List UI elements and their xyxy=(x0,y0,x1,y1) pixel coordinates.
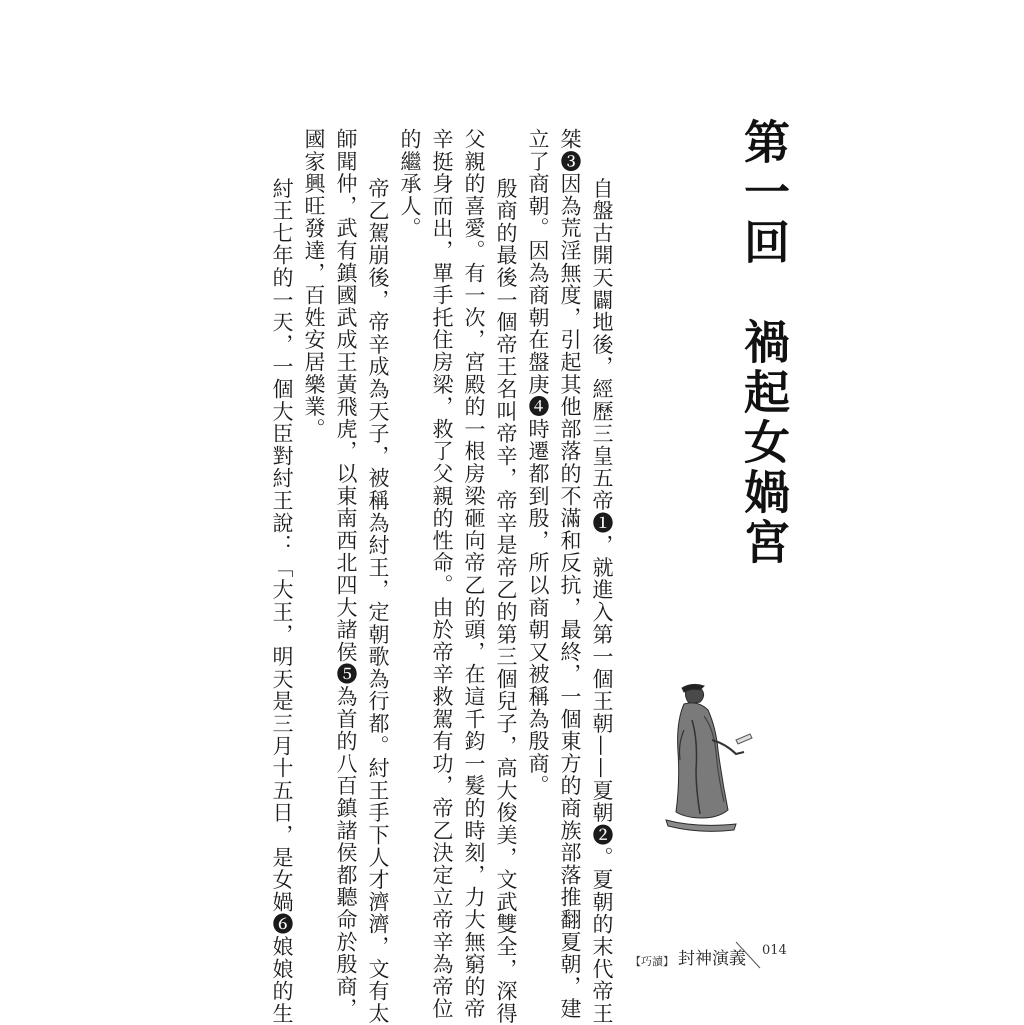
text-column: 殷商的最後一個帝王名叫帝辛，帝辛是帝乙的第三個兒子，高大俊美，文武雙全，深得 xyxy=(494,155,518,1025)
text-column: 國家興旺發達，百姓安居樂業。 xyxy=(302,128,326,441)
text-column: 辛挺身而出，單手托住房梁，救了父親的性命。由於帝辛救駕有功，帝乙決定立帝辛為帝位 xyxy=(430,128,454,1020)
page-footer xyxy=(630,943,787,969)
text-column: 父親的喜愛。有一次，宮殿的一根房梁砸向帝乙的頭，在這千鈞一髮的時刻，力大無窮的帝 xyxy=(462,128,486,1020)
text-column: 自盤古開天闢地後，經歷三皇五帝❶，就進入第一個王朝——夏朝❷。夏朝的末代帝王 xyxy=(590,155,614,1025)
book-title: 封神演義 xyxy=(678,949,746,969)
text-column: 紂王七年的一天，一個大臣對紂王說：「大王，明天是三月十五日，是女媧❻娘娘的生 xyxy=(270,155,294,1025)
series-tag: 【巧讀】 xyxy=(630,955,674,968)
text-column: 的繼承人。 xyxy=(398,128,422,240)
text-column: 桀❸因為荒淫無度，引起其他部落的不滿和反抗，最終，一個東方的商族部落推翻夏朝，建 xyxy=(558,128,582,1020)
text-column: 師聞仲，武有鎮國武成王黃飛虎，以東南西北四大諸侯❺為首的八百鎮諸侯都聽命於殷商， xyxy=(334,128,358,1020)
sage-illustration xyxy=(656,680,756,835)
text-column: 立了商朝。因為商朝在盤庚❹時遷都到殷，所以商朝又被稱為殷商。 xyxy=(526,128,550,797)
page-number: 014 xyxy=(762,943,787,958)
chapter-title: 第一回 禍起女媧宮 xyxy=(737,118,791,568)
footer-divider xyxy=(734,940,764,970)
text-column: 帝乙駕崩後，帝辛成為天子，被稱為紂王，定朝歌為行都。紂王手下人才濟濟，文有太 xyxy=(366,155,390,1025)
